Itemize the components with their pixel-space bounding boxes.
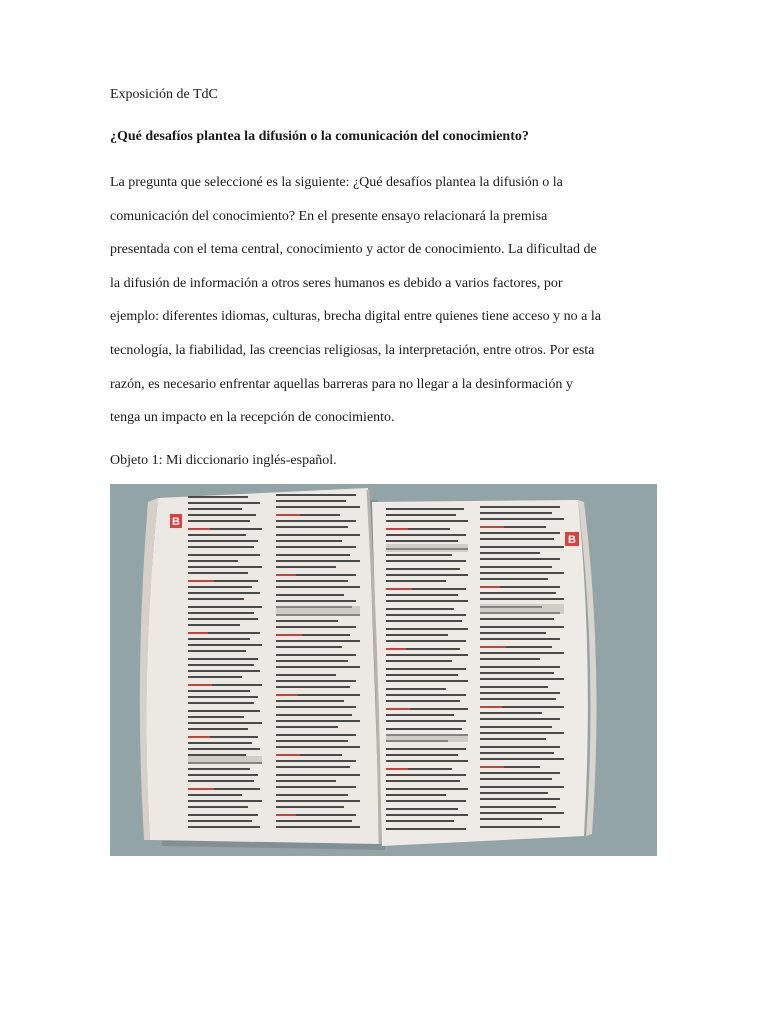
paragraph-line: presentada con el tema central, conocimiento y actor de conocimiento. La dificultad de <box>110 242 597 257</box>
paragraph-line: La pregunta que seleccioné es la siguiente: ¿Qué desafíos plantea la difusión o la <box>110 175 563 190</box>
paragraph-line: ejemplo: diferentes idiomas, culturas, brecha digital entre quienes tiene acceso y no a la <box>110 309 601 324</box>
dictionary-photo <box>110 484 657 856</box>
paragraph-line: tecnología, la fiabilidad, las creencias religiosas, la interpretación, entre otros. Por esta <box>110 343 595 358</box>
paragraph-line: la difusión de información a otros seres humanos es debido a varios factores, por <box>110 276 563 291</box>
essay-question: ¿Qué desafíos plantea la difusión o la comunicación del conocimiento? <box>110 129 529 144</box>
tab-letter: B <box>172 516 180 528</box>
dictionary-illustration <box>110 484 657 856</box>
document-heading: Exposición de TdC <box>110 87 218 102</box>
tab-letter: B <box>568 534 576 546</box>
object-caption: Objeto 1: Mi diccionario inglés-español. <box>110 453 337 468</box>
paragraph-line: tenga un impacto en la recepción de conocimiento. <box>110 410 395 425</box>
paragraph-line: comunicación del conocimiento? En el presente ensayo relacionará la premisa <box>110 209 548 224</box>
paragraph-line: razón, es necesario enfrentar aquellas barreras para no llegar a la desinformación y <box>110 377 573 392</box>
